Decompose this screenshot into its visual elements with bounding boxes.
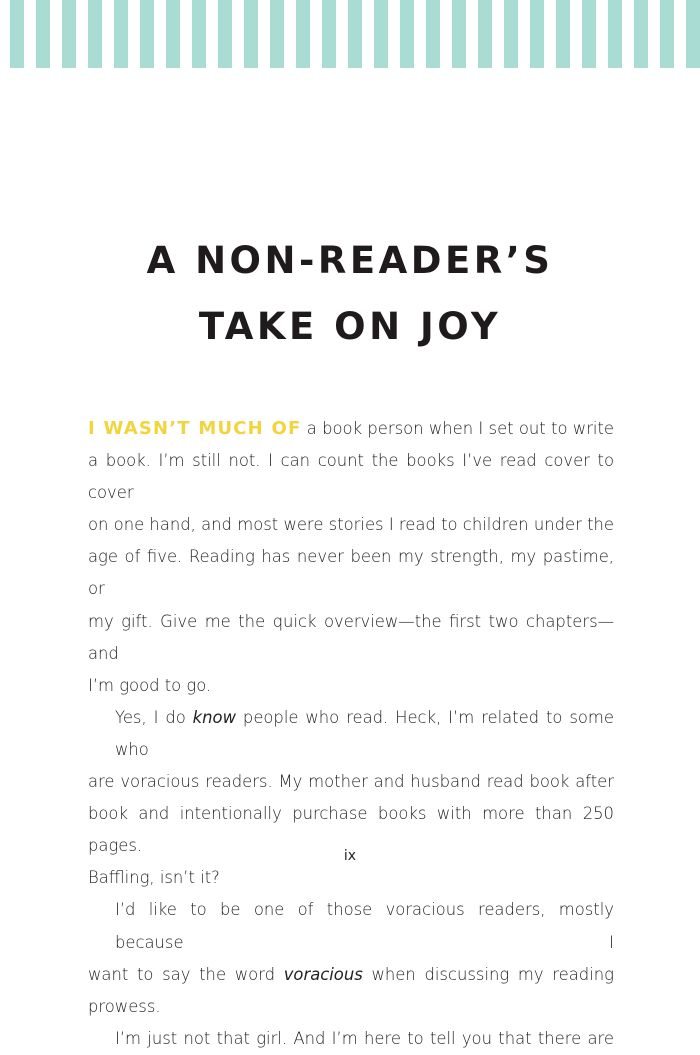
paragraph-4-line-1: I’m just not that girl. And I’m here to tell you that there are — [115, 1028, 614, 1048]
paragraph-2-line-3: book and intentionally purchase books with more than 250 pages. — [88, 804, 614, 856]
text-run: a book person when I set out to write — [301, 419, 614, 438]
chapter-title-line-1: A NON-READER’S — [146, 239, 554, 282]
paragraph-2 — [88, 702, 614, 895]
page-number: ix — [343, 848, 357, 864]
lead-in-caps: I WASN’T MUCH OF — [88, 418, 302, 439]
paragraph-1-line-6: I’m good to go. — [88, 675, 212, 695]
text-run: Yes, I do — [115, 707, 193, 727]
paragraph-1-line-5: my gift. Give me the quick overview—the first two chapters—and — [88, 611, 614, 663]
paragraph-2-line-4: Baffling, isn’t it? — [88, 868, 220, 888]
paragraph-1 — [88, 413, 614, 702]
chapter-body — [88, 413, 614, 1055]
paragraph-1-line-4: age of five. Reading has never been my strength, my pastime, or — [88, 547, 614, 599]
paragraph-3-line-1: I’d like to be one of those voracious readers, mostly because I — [115, 900, 614, 952]
chapter-title — [0, 228, 700, 360]
paragraph-1-line-3: on one hand, and most were stories I read to children under the — [88, 515, 614, 535]
text-run: want to say the word — [88, 964, 284, 984]
paragraph-3 — [88, 894, 614, 1022]
paragraph-3-line-2 — [88, 959, 614, 1023]
paragraph-2-line-1 — [88, 702, 614, 766]
chapter-title-line-2: TAKE ON JOY — [198, 305, 502, 348]
paragraph-4 — [88, 1023, 614, 1055]
emphasis-text: know — [192, 707, 236, 727]
emphasis-text: voracious — [283, 964, 363, 984]
paragraph-1-line-1 — [88, 413, 614, 445]
paragraph-2-line-2: are voracious readers. My mother and husband read book after — [88, 772, 614, 792]
text-run: people who read. Heck, I’m related to some who — [115, 707, 614, 759]
decorative-stripe-band — [0, 0, 700, 68]
paragraph-1-line-2: a book. I’m still not. I can count the books I’ve read cover to cover — [88, 451, 614, 503]
text-run: when discussing my reading prowess. — [88, 964, 614, 1016]
